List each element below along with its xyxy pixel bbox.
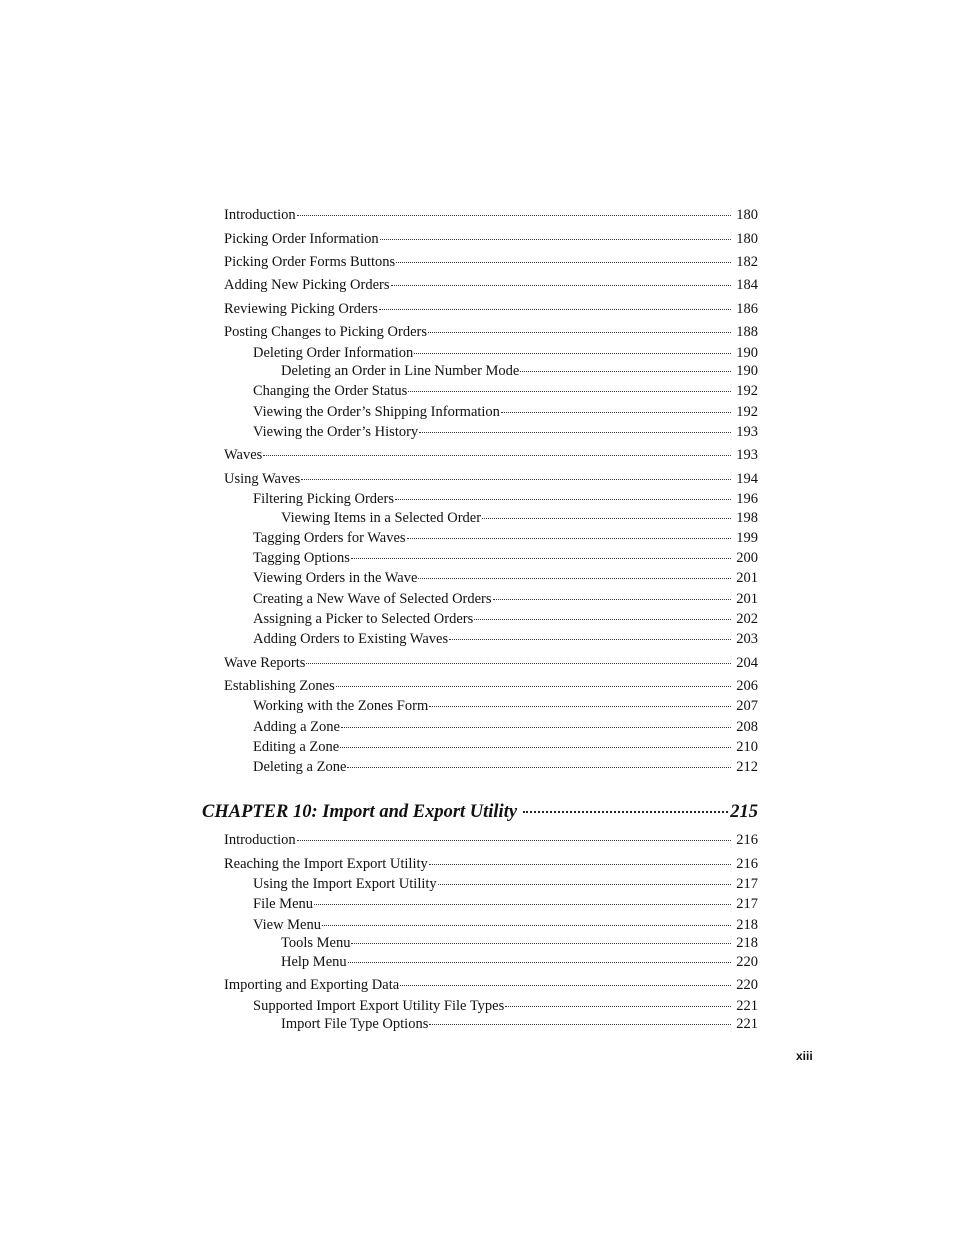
toc-entry-page: 221 (736, 998, 758, 1014)
toc-entry-title: View Menu (253, 917, 321, 933)
toc-entry-title: File Menu (253, 896, 314, 912)
leader-dots (501, 412, 731, 413)
leader-dots (297, 215, 732, 216)
toc-entry-page: 180 (736, 207, 758, 223)
toc-entry (253, 490, 758, 508)
toc-entry (253, 590, 758, 608)
toc-entry (253, 738, 758, 756)
toc-entry-title: Creating a New Wave of Selected Orders (253, 591, 492, 607)
toc-entry-page: 210 (736, 739, 758, 755)
leader-dots (391, 285, 732, 286)
toc-entry-page: 217 (736, 876, 758, 892)
leader-dots (429, 1024, 731, 1025)
leader-dots (351, 558, 731, 559)
toc-entry (224, 230, 758, 248)
toc-entry (253, 423, 758, 441)
leader-dots (438, 884, 732, 885)
toc-entry (253, 610, 758, 628)
toc-entry-title: Deleting a Zone (253, 759, 347, 775)
toc-entry (224, 470, 758, 488)
toc-entry-title: Deleting Order Information (253, 345, 414, 361)
toc-entry-page: 217 (736, 896, 758, 912)
toc-entry-title: Viewing Orders in the Wave (253, 570, 418, 586)
toc-entry-page: 192 (736, 383, 758, 399)
leader-dots (428, 332, 731, 333)
leader-dots (314, 904, 731, 905)
toc-entry (281, 953, 758, 971)
toc-entry (253, 403, 758, 421)
toc-entry-page: 216 (736, 856, 758, 872)
leader-dots (322, 925, 731, 926)
toc-entry-page: 188 (736, 324, 758, 340)
leader-dots (400, 985, 731, 986)
toc-entry (224, 677, 758, 695)
toc-entry-title: Reviewing Picking Orders (224, 301, 378, 317)
toc-entry-page: 201 (736, 570, 758, 586)
leader-dots (263, 455, 731, 456)
toc-entry-page: 190 (736, 363, 758, 379)
toc-entry-page: 212 (736, 759, 758, 775)
toc-entry (253, 997, 758, 1015)
toc-entry-title: Tagging Orders for Waves (253, 530, 406, 546)
toc-entry-page: 203 (736, 631, 758, 647)
toc-entry (253, 718, 758, 736)
toc-entry-page: 192 (736, 404, 758, 420)
leader-dots (340, 747, 731, 748)
toc-entry (281, 509, 758, 527)
leader-dots (414, 353, 731, 354)
toc-entry (224, 276, 758, 294)
toc-entry-title: Waves (224, 447, 263, 463)
toc-entry-page: 216 (736, 832, 758, 848)
toc-entry-page: 193 (736, 447, 758, 463)
leader-dots (520, 371, 731, 372)
toc-entry-title: Adding New Picking Orders (224, 277, 390, 293)
toc-entry (253, 569, 758, 587)
toc-entry (253, 875, 758, 893)
leader-dots (396, 262, 731, 263)
toc-entry (224, 206, 758, 224)
toc-entry (253, 382, 758, 400)
toc-entry-page: 186 (736, 301, 758, 317)
toc-entry-title: Picking Order Information (224, 231, 379, 247)
toc-entry-page: 220 (736, 954, 758, 970)
leader-dots (341, 727, 731, 728)
toc-entry-title: Supported Import Export Utility File Types (253, 998, 505, 1014)
toc-entry-page: 208 (736, 719, 758, 735)
leader-dots (336, 686, 731, 687)
chapter-page: 215 (730, 802, 758, 822)
toc-entry-title: Changing the Order Status (253, 383, 408, 399)
toc-entry-page: 200 (736, 550, 758, 566)
toc-entry-page: 198 (736, 510, 758, 526)
leader-dots (380, 239, 732, 240)
toc-entry-page: 218 (736, 917, 758, 933)
toc-entry-title: Importing and Exporting Data (224, 977, 400, 993)
toc-entry-page: 202 (736, 611, 758, 627)
toc-entry-page: 206 (736, 678, 758, 694)
toc-entry-page: 180 (736, 231, 758, 247)
toc-entry-page: 220 (736, 977, 758, 993)
toc-entry-title: Working with the Zones Form (253, 698, 429, 714)
toc-entry-title: Posting Changes to Picking Orders (224, 324, 427, 340)
leader-dots (395, 499, 731, 500)
leader-dots (493, 599, 732, 600)
leader-dots (347, 767, 731, 768)
leader-dots (474, 619, 731, 620)
toc-entry-title: Introduction (224, 207, 296, 223)
toc-entry (224, 446, 758, 464)
leader-dots (351, 943, 731, 944)
toc-entry-title: Help Menu (281, 954, 347, 970)
toc-entry (224, 253, 758, 271)
toc-entry-page: 190 (736, 345, 758, 361)
toc-entry (253, 549, 758, 567)
toc-entry (224, 654, 758, 672)
toc-entry-page: 194 (736, 471, 758, 487)
toc-entry-title: Establishing Zones (224, 678, 335, 694)
toc-entry (224, 300, 758, 318)
leader-dots (301, 479, 731, 480)
leader-dots (523, 811, 728, 813)
toc-entry-title: Viewing the Order’s History (253, 424, 419, 440)
toc-entry-title: Tagging Options (253, 550, 350, 566)
toc-entry (253, 630, 758, 648)
leader-dots (505, 1006, 731, 1007)
toc-entry-title: Introduction (224, 832, 296, 848)
toc-entry-page: 221 (736, 1016, 758, 1032)
leader-dots (407, 538, 732, 539)
toc-entry-title: Using Waves (224, 471, 301, 487)
leader-dots (306, 663, 731, 664)
leader-dots (449, 639, 731, 640)
toc-entry (253, 697, 758, 715)
toc-entry (253, 344, 758, 362)
leader-dots (482, 518, 731, 519)
toc-entry (253, 529, 758, 547)
toc-entry (224, 323, 758, 341)
toc-entry-title: Adding Orders to Existing Waves (253, 631, 449, 647)
toc-entry (224, 976, 758, 994)
toc-entry-page: 182 (736, 254, 758, 270)
toc-entry (253, 916, 758, 934)
toc-entry (253, 758, 758, 776)
leader-dots (408, 391, 731, 392)
toc-entry-title: Using the Import Export Utility (253, 876, 437, 892)
toc-entry-title: Viewing Items in a Selected Order (281, 510, 482, 526)
toc-entry (224, 831, 758, 849)
leader-dots (419, 432, 731, 433)
chapter-heading (202, 800, 758, 824)
leader-dots (379, 309, 731, 310)
toc-entry-title: Picking Order Forms Buttons (224, 254, 396, 270)
leader-dots (418, 578, 731, 579)
toc-entry (281, 362, 758, 380)
chapter-title: CHAPTER 10: Import and Export Utility (202, 802, 518, 822)
leader-dots (297, 840, 732, 841)
toc-entry-title: Import File Type Options (281, 1016, 429, 1032)
toc-entry (281, 1015, 758, 1033)
leader-dots (429, 706, 731, 707)
page-number: xiii (796, 1049, 813, 1063)
toc-entry-title: Viewing the Order’s Shipping Information (253, 404, 500, 420)
toc-entry-page: 201 (736, 591, 758, 607)
toc-entry-page: 218 (736, 935, 758, 951)
toc-entry-page: 184 (736, 277, 758, 293)
leader-dots (348, 962, 732, 963)
toc-entry-page: 196 (736, 491, 758, 507)
toc-entry-title: Tools Menu (281, 935, 351, 951)
toc-entry-title: Editing a Zone (253, 739, 340, 755)
toc-entry (281, 934, 758, 952)
toc-entry-title: Wave Reports (224, 655, 306, 671)
toc-entry-title: Reaching the Import Export Utility (224, 856, 428, 872)
toc-entry (253, 895, 758, 913)
leader-dots (429, 864, 731, 865)
toc-entry-page: 193 (736, 424, 758, 440)
toc-entry-title: Assigning a Picker to Selected Orders (253, 611, 474, 627)
toc-entry-title: Adding a Zone (253, 719, 340, 735)
toc-entry-page: 204 (736, 655, 758, 671)
toc-entry-page: 199 (736, 530, 758, 546)
toc-entry-page: 207 (736, 698, 758, 714)
toc-entry-title: Deleting an Order in Line Number Mode (281, 363, 520, 379)
toc-entry-title: Filtering Picking Orders (253, 491, 394, 507)
toc-entry (224, 855, 758, 873)
